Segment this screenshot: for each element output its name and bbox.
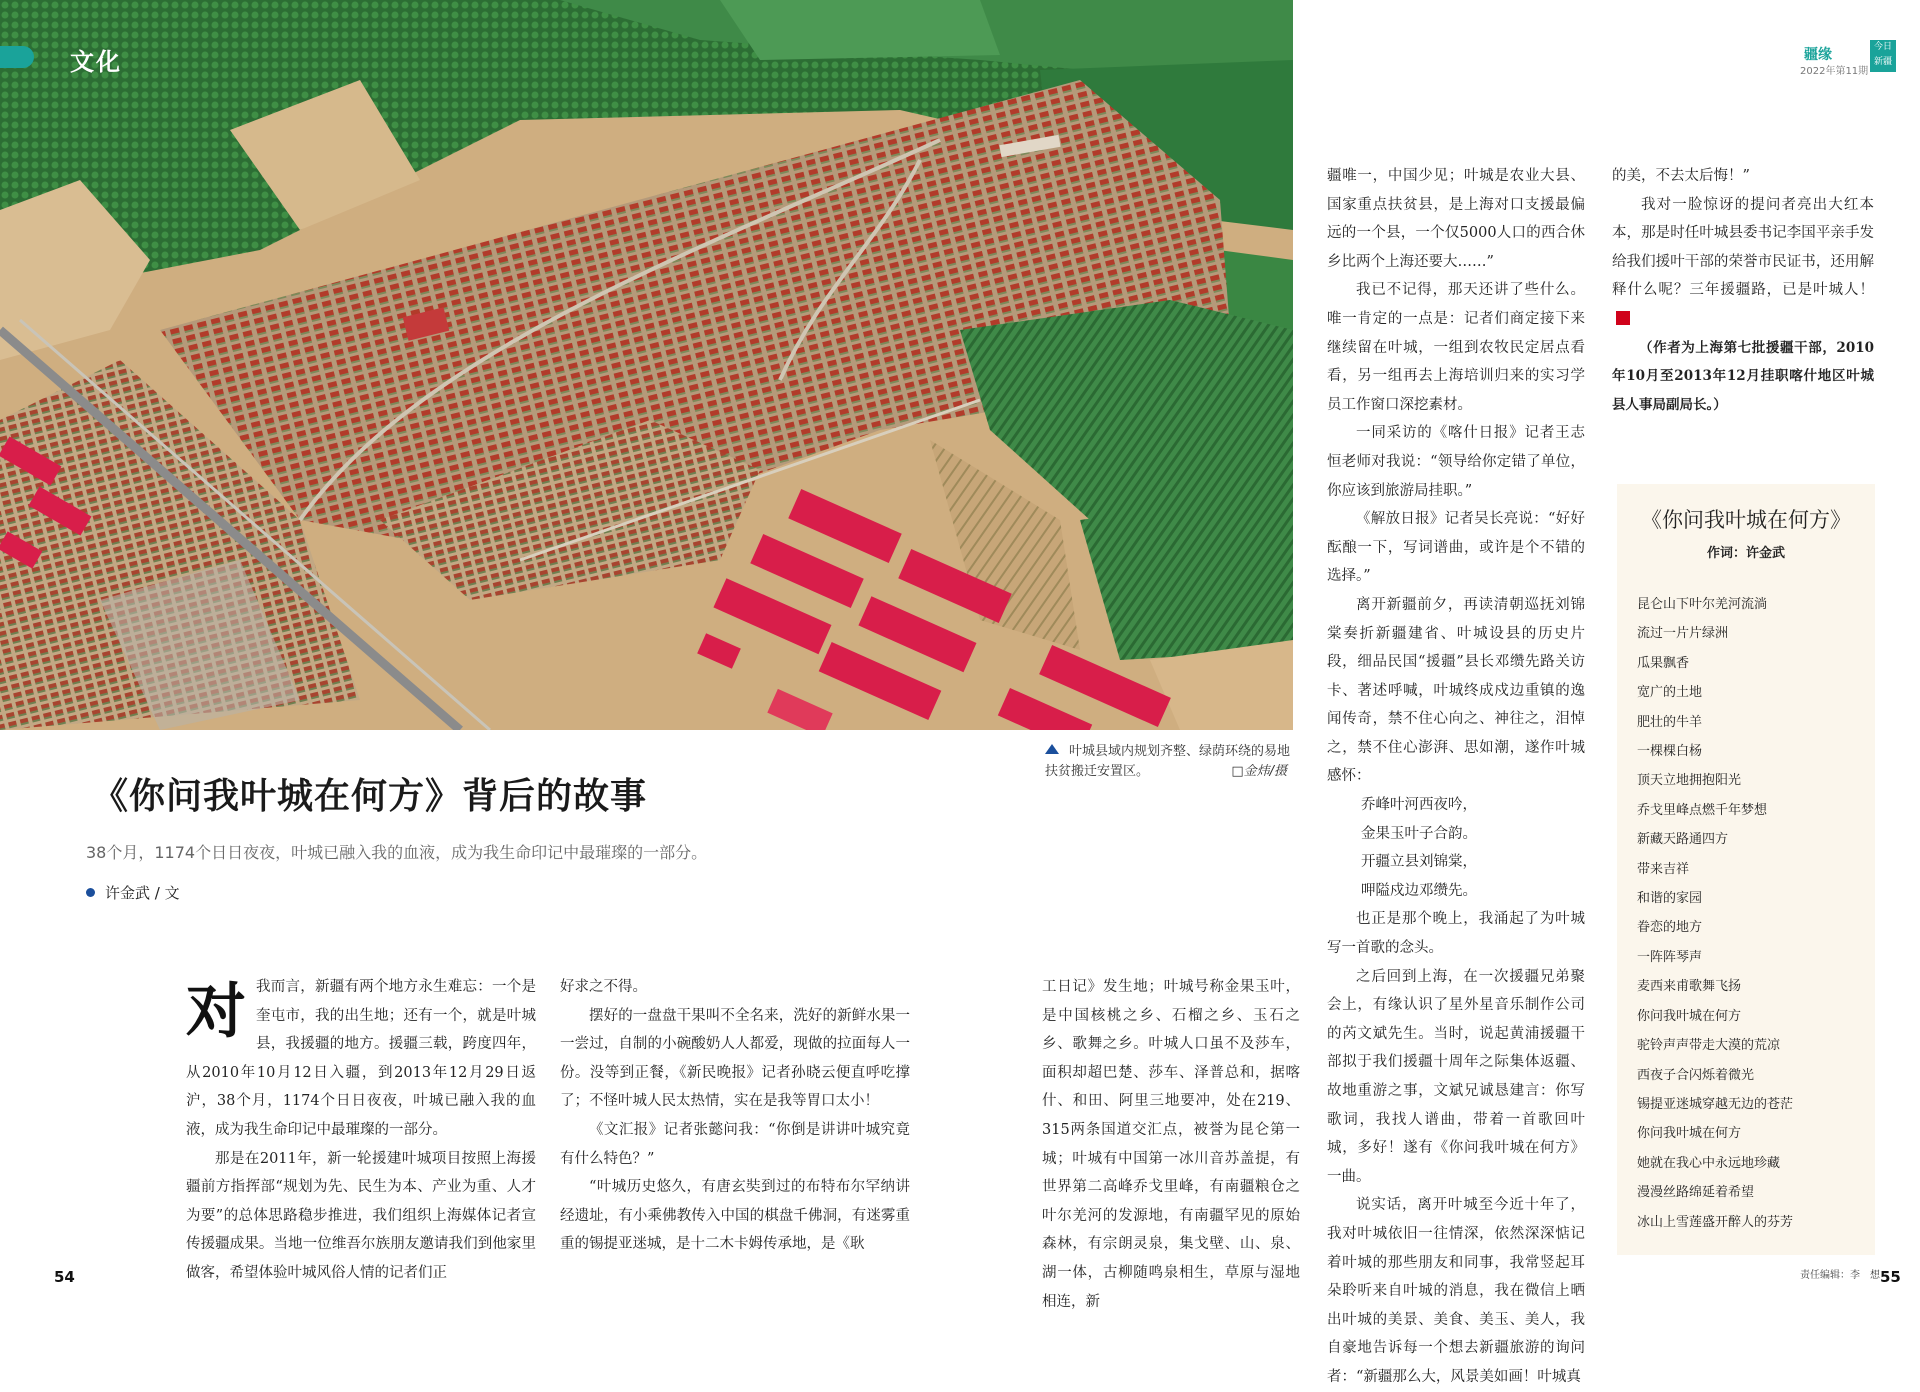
lyric-line: 漫漫丝路绵延着希望 [1637,1185,1755,1201]
lyric-line: 新藏天路通四方 [1637,832,1729,848]
drop-cap-space [186,973,256,1055]
byline-text: 许金武 / 文 [105,884,180,902]
publication-name: 疆缘 [1804,47,1832,63]
end-mark-icon [1616,311,1630,325]
lyrics-author: 作词：许金武 [1706,546,1785,561]
publication-badge: 今日新疆 [1870,40,1896,72]
lyric-line: 锡提亚迷城穿越无边的苍茫 [1637,1096,1794,1112]
lyrics-box [1617,484,1875,1255]
paragraph: 我而言，新疆有两个地方永生难忘：一个是奎屯市，我的出生地；还有一个，就是叶城县，我援疆的地方。援疆三载，跨度四年，从2010年10月12日入疆，到2013年12月29日返沪，38个月，1174个日日夜夜，叶城已融入我的血液，成为我生命印记中最璀璨的一部分。 [186,979,536,1138]
article-column-5 [1612,162,1874,419]
lyric-line: 顶天立地拥抱阳光 [1637,773,1742,789]
drop-cap: 对 [186,977,246,1047]
caption-triangle-icon [1045,744,1059,754]
article-column-3 [1042,973,1300,1316]
lyric-line: 带来吉祥 [1637,861,1690,877]
article-title: 《你问我叶城在何方》背后的故事 [92,776,648,817]
verse-line: 开疆立县刘锦棠， [1361,854,1477,871]
article-column-2 [560,973,910,1259]
lyric-line: 麦西来甫歌舞飞扬 [1637,979,1742,995]
paragraph: 一同采访的《喀什日报》记者王志恒老师对我说：“领导给你定错了单位，你应该到旅游局挂职。” [1327,425,1585,499]
paragraph-text: 我对一脸惊讶的提问者亮出大红本本，那是时任叶城县委书记李国平亲手发给我们援叶干部的荣誉市民证书，还用解释什么呢？三年援疆路，已是叶城人！ [1612,196,1874,299]
paragraph: 好求之不得。 [560,979,647,995]
page-number-left: 54 [54,1268,75,1286]
lyric-line: 你问我叶城在何方 [1637,1126,1742,1142]
photo-caption [1045,742,1295,782]
lyric-line: 一阵阵琴声 [1637,949,1703,965]
lyric-line: 肥壮的牛羊 [1637,714,1703,730]
paragraph: 也正是那个晚上，我涌起了为叶城写一首歌的念头。 [1327,911,1585,957]
author-note: （作者为上海第七批援疆干部，2010年10月至2013年12月挂职喀什地区叶城县人事局副局长。） [1612,339,1874,413]
section-tab [0,42,130,76]
lyric-line: 流过一片片绿洲 [1637,626,1729,642]
caption-text: 叶城县域内规划齐整、绿荫环绕的易地扶贫搬迁安置区。 [1045,744,1291,779]
paragraph: “叶城历史悠久，有唐玄奘到过的布特布尔罕纳讲经遗址，有小乘佛教传入中国的棋盘千佛洞，有迷雾重重的锡提亚迷城，是十二木卡姆传承地，是《耿 [560,1179,910,1253]
lyric-line: 西夜子合闪烁着微光 [1637,1067,1755,1083]
lyric-line: 昆仑山下叶尔羌河流淌 [1637,597,1768,612]
lyric-line: 一棵棵白杨 [1637,744,1703,760]
article-subtitle: 38个月，1174个日日夜夜，叶城已融入我的血液，成为我生命印记中最璀璨的一部分。 [86,843,708,862]
section-tab-marker [0,46,34,68]
lyric-line: 她就在我心中永远地珍藏 [1637,1155,1781,1171]
responsible-editor: 责任编辑：李 想 [1800,1270,1880,1281]
lyric-line: 你问我叶城在何方 [1637,1008,1742,1024]
paragraph: 工日记》发生地；叶城号称金果玉叶，是中国核桃之乡、石榴之乡、玉石之乡、歌舞之乡。叶城人口虽不及莎车，面积却超巴楚、莎车、泽普总和，据喀什、和田、阿里三地要冲，处在219、315两条国道交汇点，被誉为昆仑第一城；叶城有中国第一冰川音苏盖提，有世界第二高峰乔戈里峰，有南疆粮仓之叶尔羌河的发源地，有南疆罕见的原始森林，有宗朗灵泉，集戈壁、山、泉、湖一体，古柳随鸣泉相生，草原与湿地相连，新 [1042,979,1300,1310]
masthead [1800,40,1912,77]
aerial-photo [0,0,1293,730]
paragraph: 的美，不去太后悔！” [1612,168,1750,184]
paragraph: 那是在2011年，新一轮援建叶城项目按照上海援疆前方指挥部“规划为先、民生为本、产业为重、人才为要”的总体思路稳步推进，我们组织上海媒体记者宣传援疆成果。当地一位维吾尔族朋友邀请我们到他家里做客，希望体验叶城风俗人情的记者们正 [186,1150,536,1281]
page-number-right: 55 [1880,1268,1901,1286]
photo-credit: □金炜/摄 [1231,764,1287,779]
verse-line: 呷隘戍边邓缵先。 [1361,882,1477,899]
article-column-4 [1327,162,1585,1392]
aerial-photo-drawing [0,0,1293,730]
verse-line: 金果玉叶子合韵。 [1361,825,1477,842]
lyric-line: 宽广的土地 [1637,685,1703,701]
section-label: 文化 [70,48,122,76]
lyric-line: 眷恋的地方 [1637,920,1703,936]
article-column-1 [186,973,536,1288]
lyric-line: 驼铃声声带走大漠的荒凉 [1637,1038,1781,1054]
paragraph: 我已不记得，那天还讲了些什么。唯一肯定的一点是：记者们商定接下来继续留在叶城，一组到农牧民定居点看看，另一组再去上海培训归来的实习学员工作窗口深挖素材。 [1327,282,1585,413]
byline-dot-icon [86,888,95,897]
paragraph: 《解放日报》记者吴长亮说：“好好酝酿一下，写词谱曲，或许是个不错的选择。” [1327,511,1585,585]
paragraph: 疆唯一，中国少见；叶城是农业大县、国家重点扶贫县，是上海对口支援最偏远的一个县，一个仅5000人口的西合休乡比两个上海还要大……” [1327,168,1585,270]
lyric-line: 和谐的家园 [1637,891,1703,907]
lyric-line: 乔戈里峰点燃千年梦想 [1637,802,1768,818]
lyric-line: 瓜果飘香 [1637,655,1690,671]
paragraph: 之后回到上海，在一次援疆兄弟聚会上，有缘认识了星外星音乐制作公司的芮文斌先生。当时，说起黄浦援疆干部拟于我们援疆十周年之际集体返疆、故地重游之事，文斌兄诚恳建言：你写歌词，我找人谱曲，带着一首歌回叶城，多好！遂有《你问我叶城在何方》一曲。 [1327,968,1585,1185]
paragraph: 摆好的一盘盘干果叫不全名来，洗好的新鲜水果一一尝过，自制的小碗酸奶人人都爱，现做的拉面每人一份。没等到正餐，《新民晚报》记者孙晓云便直呼吃撑了；不怪叶城人民太热情，实在是我等胃口太小！ [560,1007,910,1110]
paragraph [1612,191,1874,334]
verse-line: 乔峰叶河西夜吟， [1361,797,1477,814]
issue-label: 2022年第11期 [1800,66,1869,77]
byline [86,882,180,903]
paragraph: 说实话，离开叶城至今近十年了，我对叶城依旧一往情深，依然深深惦记着叶城的那些朋友和同事，我常竖起耳朵聆听来自叶城的消息，我在微信上晒出叶城的美景、美食、美玉、美人，我自豪地告诉每一个想去新疆旅游的询问者：“新疆那么大，风景美如画！叶城真 [1327,1197,1585,1385]
paragraph: 《文汇报》记者张懿问我：“你倒是讲讲叶城究竟有什么特色？” [560,1121,910,1167]
lyrics-lines [1637,590,1793,1237]
lyrics-title: 《你问我叶城在何方》 [1641,508,1851,532]
paragraph: 离开新疆前夕，再读清朝巡抚刘锦棠奏折新疆建省、叶城设县的历史片段，细品民国“援疆”县长邓缵先路关访卡、著述呼喊，叶城终成戍边重镇的逸闻传奇，禁不住心向之、神往之，泪悼之，禁不住心澎湃、思如潮，遂作叶城感怀： [1327,596,1585,785]
lyric-line: 冰山上雪莲盛开醉人的芬芳 [1637,1214,1794,1230]
